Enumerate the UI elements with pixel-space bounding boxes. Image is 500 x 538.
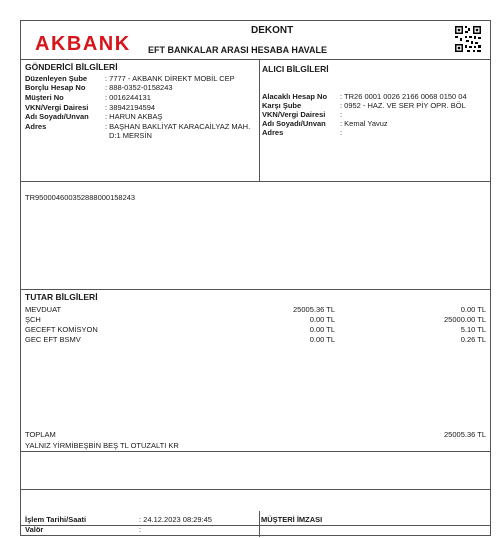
amount-row: GECEFT KOMİSYON 0.00 TL 5.10 TL xyxy=(25,325,486,334)
receipt-document: AKBANK DEKONT EFT BANKALAR ARASI HESABA HAVALE GÖNDERİCİ BİLGİLERİ Düzenleyen Şube : 7777 - AKBANK DİREKT MOBİL CEP Borçlu Hesap No : 888-0352-0158243 Müşteri No : 0016244131 VKN/Vergi Dairesi : 38942194594 Adı Soyadı/Unvan : HARUN AKBAŞ Adres : BAŞHAN BAKLİYAT KARACAİLYAZ MAH. D:1 MERSİN ALICI BİLGİLERİ Alacaklı Hesap No : TR26 0001 0026 2166 0068 0150 04 Karşı Şube : 0952 - HAZ. VE SER PİY OPR. BÖL VKN/Vergi Dairesi : Adı Soyadı/Unvan : Kemal Yavuz Adres : TR950004600352888000158243 TUTAR BİLGİLERİ MEVDUAT 25005.36 TL 0.00 TL ŞCH 0.00 TL 25000.00 TL GECEFT KOMİSYON 0.00 TL 5.10 TL GEC EFT BSMV 0.00 TL 0.26 TL TOPLAM 25005.36 TL YALNIZ YİRMİBEŞBİN BEŞ TL OTUZALTI KR İşlem Tarihi/Saati : 24.12.2023 08:29:45 Valör : MÜŞTERİ İMZASI xyxy=(20,20,491,536)
datetime-value: : 24.12.2023 08:29:45 xyxy=(139,515,212,524)
amount-row: ŞCH 0.00 TL 25000.00 TL xyxy=(25,315,486,324)
signature-label: MÜŞTERİ İMZASI xyxy=(261,515,323,524)
receiver-section-title: ALICI BİLGİLERİ xyxy=(262,64,329,74)
sender-section-title: GÖNDERİCİ BİLGİLERİ xyxy=(25,62,118,72)
valor-value: : xyxy=(139,525,142,534)
amounts-section-title: TUTAR BİLGİLERİ xyxy=(25,292,98,302)
section-divider xyxy=(21,181,490,182)
section-divider xyxy=(21,289,490,290)
section-divider xyxy=(21,451,490,452)
total-in-words: YALNIZ YİRMİBEŞBİN BEŞ TL OTUZALTI KR xyxy=(25,441,179,450)
document-subtitle: EFT BANKALAR ARASI HESABA HAVALE xyxy=(148,45,327,55)
valor-label: Valör xyxy=(25,525,44,534)
sender-receiver-divider xyxy=(259,59,260,181)
amount-row: GEC EFT BSMV 0.00 TL 0.26 TL xyxy=(25,335,486,344)
total-row: TOPLAM 25005.36 TL xyxy=(25,430,486,439)
qr-code-icon xyxy=(454,25,482,53)
header-divider xyxy=(21,59,490,60)
section-divider xyxy=(21,489,490,490)
datetime-label: İşlem Tarihi/Saati xyxy=(25,515,87,524)
transaction-reference: TR950004600352888000158243 xyxy=(25,193,136,202)
footer-underline xyxy=(21,525,490,526)
footer-divider xyxy=(259,511,260,537)
bank-logo: AKBANK xyxy=(35,33,131,55)
amount-row: MEVDUAT 25005.36 TL 0.00 TL xyxy=(25,305,486,314)
document-title: DEKONT xyxy=(251,25,294,36)
